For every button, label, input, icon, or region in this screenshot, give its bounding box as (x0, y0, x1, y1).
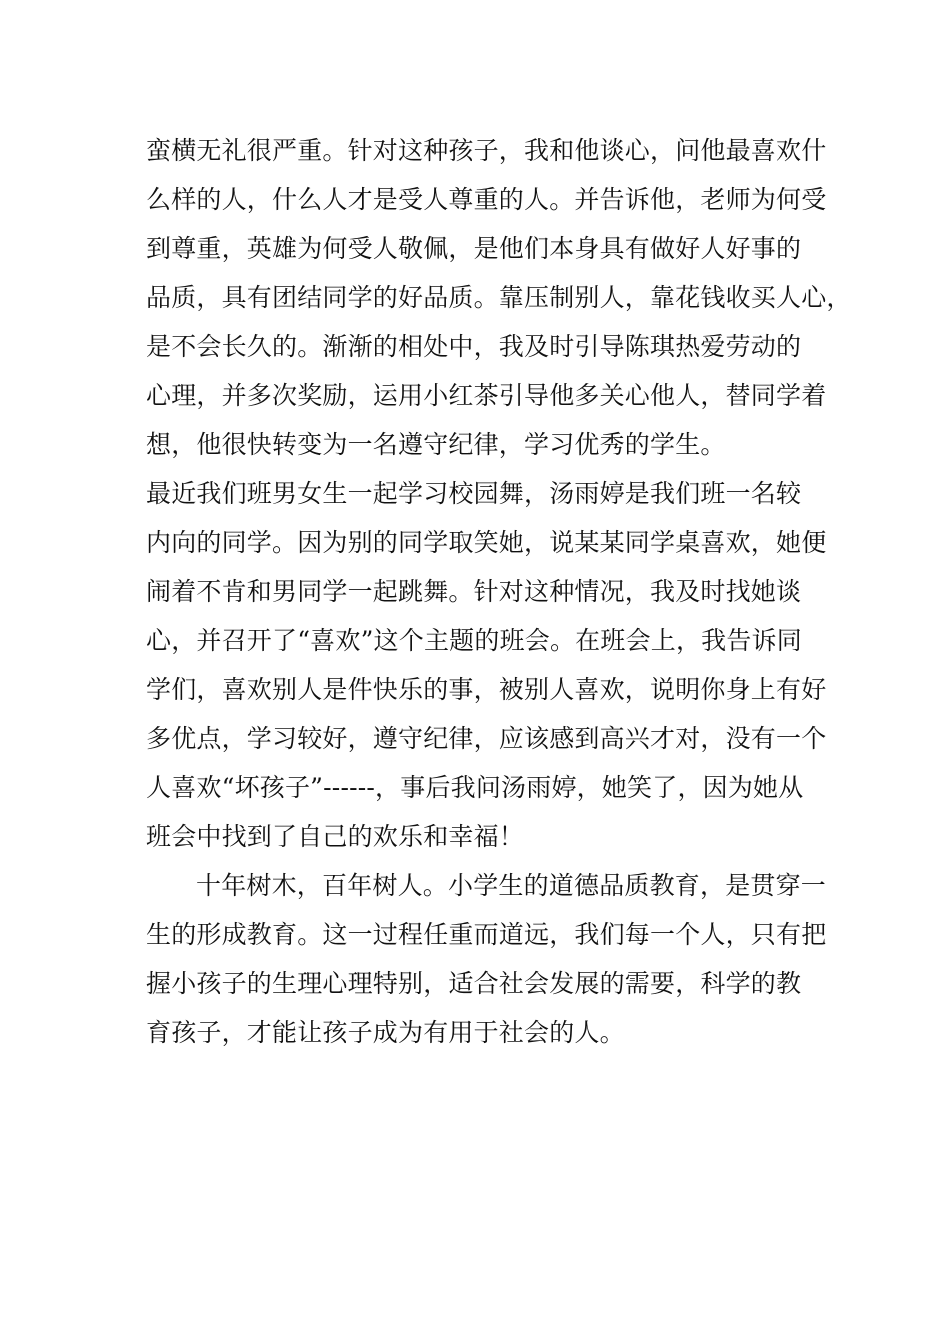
text-line: 班会中找到了自己的欢乐和幸福！ (146, 822, 525, 851)
text-line: 到尊重，英雄为何受人敬佩，是他们本身具有做好人好事的 (146, 234, 802, 263)
paragraph-first-line: 十年树木，百年树人。小学生的道德品质教育，是贯穿一 (196, 871, 827, 900)
text-line: 是不会长久的。渐渐的相处中，我及时引导陈琪热爱劳动的 (146, 332, 802, 361)
text-line: 心理，并多次奖励，运用小红茶引导他多关心他人，替同学着 (146, 381, 827, 410)
text-line: 想，他很快转变为一名遵守纪律，学习优秀的学生。 (146, 430, 726, 459)
text-line: 学们，喜欢别人是件快乐的事，被别人喜欢，说明你身上有好 (146, 675, 827, 704)
text-line: 么样的人，什么人才是受人尊重的人。并告诉他，老师为何受 (146, 185, 827, 214)
text-line: 生的形成教育。这一过程任重而道远，我们每一个人，只有把 (146, 920, 827, 949)
text-line: 闹着不肯和男同学一起跳舞。针对这种情况，我及时找她谈 (146, 577, 802, 606)
text-line: 育孩子，才能让孩子成为有用于社会的人。 (146, 1018, 625, 1047)
text-line: 蛮横无礼很严重。针对这种孩子，我和他谈心，问他最喜欢什 (146, 136, 827, 165)
text-line: 人喜欢“坏孩子”------，事后我问汤雨婷，她笑了，因为她从 (146, 773, 804, 802)
text-line: 品质，具有团结同学的好品质。靠压制别人，靠花钱收买人心， (146, 283, 852, 312)
text-line: 内向的同学。因为别的同学取笑她，说某某同学桌喜欢，她便 (146, 528, 827, 557)
text-line: 心，并召开了“喜欢”这个主题的班会。在班会上，我告诉同 (146, 626, 802, 655)
text-line: 最近我们班男女生一起学习校园舞，汤雨婷是我们班一名较 (146, 479, 802, 508)
text-line: 握小孩子的生理心理特别，适合社会发展的需要，科学的教 (146, 969, 802, 998)
text-line: 多优点，学习较好，遵守纪律，应该感到高兴才对，没有一个 (146, 724, 827, 753)
